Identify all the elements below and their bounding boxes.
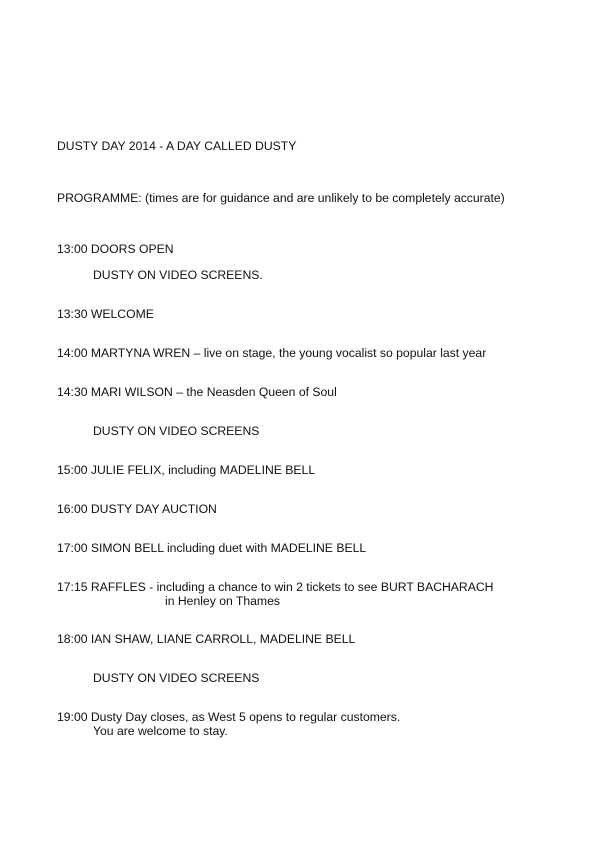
- schedule-item-raffles: 17:15 RAFFLES - including a chance to win 2 tickets to see BURT BACHARACH: [57, 580, 494, 594]
- schedule-item-auction: 16:00 DUSTY DAY AUCTION: [57, 502, 217, 516]
- schedule-item-mari-wilson: 14:30 MARI WILSON – the Neasden Queen of Soul: [57, 385, 337, 399]
- document-title: DUSTY DAY 2014 - A DAY CALLED DUSTY: [57, 139, 297, 153]
- schedule-item-closing: 19:00 Dusty Day closes, as West 5 opens to regular customers.: [57, 710, 401, 724]
- programme-note: PROGRAMME: (times are for guidance and are unlikely to be completely accurate): [57, 191, 505, 205]
- schedule-item-julie-felix: 15:00 JULIE FELIX, including MADELINE BELL: [57, 463, 316, 477]
- schedule-item-doors-open: 13:00 DOORS OPEN: [57, 242, 174, 256]
- schedule-item-ian-shaw: 18:00 IAN SHAW, LIANE CARROLL, MADELINE BELL: [57, 632, 356, 646]
- schedule-item-simon-bell: 17:00 SIMON BELL including duet with MADELINE BELL: [57, 541, 367, 555]
- schedule-item-martyna-wren: 14:00 MARTYNA WREN – live on stage, the young vocalist so popular last year: [57, 346, 487, 360]
- schedule-subitem-video-screens-1: DUSTY ON VIDEO SCREENS.: [93, 268, 263, 282]
- schedule-subitem-video-screens-3: DUSTY ON VIDEO SCREENS: [93, 671, 260, 685]
- schedule-subitem-video-screens-2: DUSTY ON VIDEO SCREENS: [93, 424, 260, 438]
- schedule-item-welcome: 13:30 WELCOME: [57, 307, 154, 321]
- schedule-item-closing-continuation: You are welcome to stay.: [93, 724, 228, 738]
- schedule-item-raffles-continuation: in Henley on Thames: [165, 594, 280, 608]
